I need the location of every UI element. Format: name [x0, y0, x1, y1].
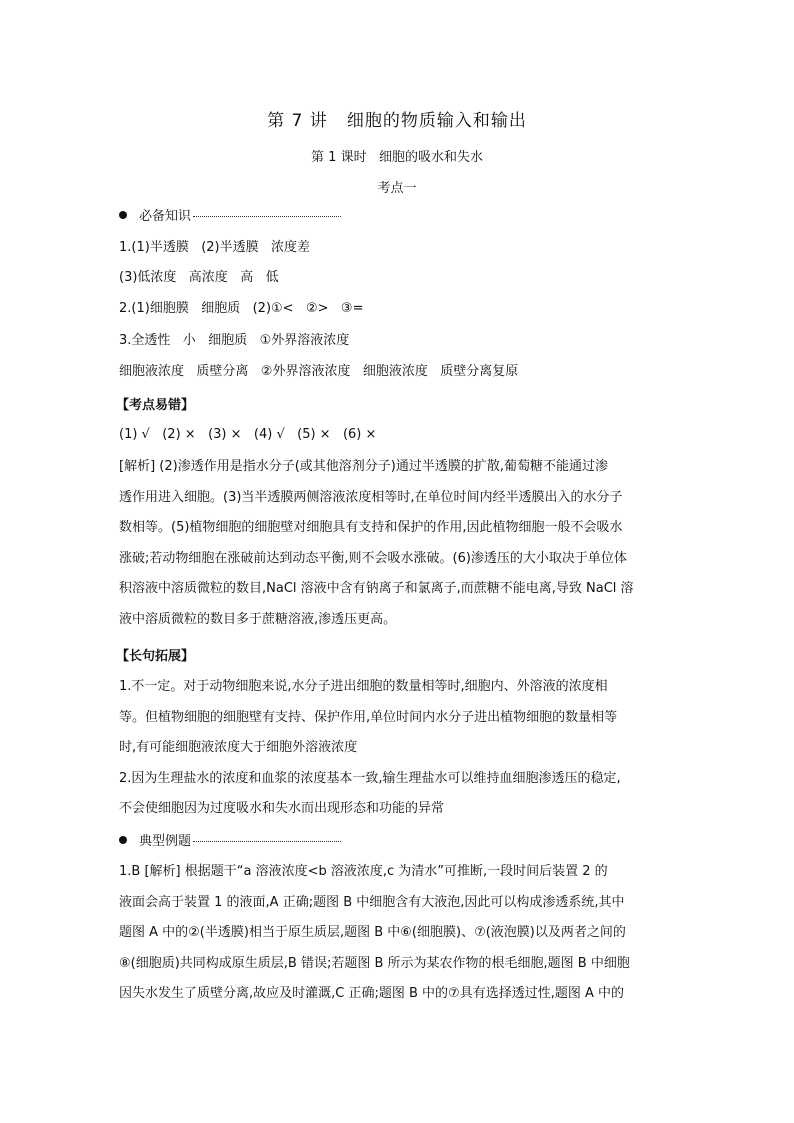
tuozhan-heading: 【长句拓展】	[116, 649, 195, 664]
tuozhan-line: 等。但植物细胞的细胞壁有支持、保护作用,单位时间内水分子进出植物细胞的数量相等	[119, 709, 618, 725]
liti-heading	[119, 830, 341, 849]
analysis-line: 透作用进入细胞。(3)当半透膜两侧溶液浓度相等时,在单位时间内经半透膜出入的水分子	[119, 489, 623, 505]
dotted-divider	[193, 841, 341, 842]
analysis-line: 涨破;若动物细胞在涨破前达到动态平衡,则不会吸水涨破。(6)渗透压的大小取决于单位体	[119, 550, 627, 566]
section-heading: 考点一	[377, 181, 417, 196]
yicuo-heading: 【考点易错】	[116, 398, 195, 413]
liti-line: ⑧(细胞质)共同构成原生质层,B 错误;若题图 B 所示为某农作物的根毛细胞,题图 B 中细胞	[119, 955, 630, 971]
analysis-line: 液中溶质微粒的数目多于蔗糖溶液,渗透压更高。	[119, 611, 397, 627]
analysis-line: [解析] (2)渗透作用是指水分子(或其他溶剂分子)通过半透膜的扩散,葡萄糖不能通过渗	[119, 459, 608, 474]
bixu-line: 2.(1)细胞膜 细胞质 (2)①< ②> ③=	[119, 301, 364, 316]
bixu-line: 1.(1)半透膜 (2)半透膜 浓度差	[119, 240, 311, 255]
tuozhan-body	[119, 672, 679, 825]
analysis-line: 数相等。(5)植物细胞的细胞壁对细胞具有支持和保护的作用,因此植物细胞一般不会吸水	[119, 520, 623, 535]
bullet-icon	[119, 211, 127, 219]
liti-line: 因失水发生了质壁分离,故应及时灌溉,C 正确;题图 B 中的⑦具有选择透过性,题图 A 中的	[119, 986, 624, 1001]
bullet-icon	[119, 836, 127, 844]
liti-body	[119, 857, 679, 1010]
liti-line: 1.B [解析] 根据题干“a 溶液浓度<b 溶液浓度,c 为清水”可推断,一段时间后装置 2 的	[119, 864, 608, 879]
bixu-line: 3.全透性 小 细胞质 ①外界溶液浓度	[119, 333, 350, 348]
bixu-line: 细胞液浓度 质壁分离 ②外界溶液浓度 细胞液浓度 质壁分离复原	[119, 364, 519, 379]
tuozhan-line: 不会使细胞因为过度吸水和失水而出现形态和功能的异常	[119, 801, 445, 816]
yicuo-analysis	[119, 452, 679, 635]
liti-line: 液面会高于装置 1 的液面,A 正确;题图 B 中细胞含有大液泡,因此可以构成渗透系统,其中	[119, 894, 625, 910]
tuozhan-line: 1.不一定。对于动物细胞来说,水分子进出细胞的数量相等时,细胞内、外溶液的浓度相	[119, 679, 608, 694]
yicuo-answers: (1) √ (2) × (3) × (4) √ (5) × (6) ×	[119, 427, 377, 442]
liti-line: 题图 A 中的②(半透膜)相当于原生质层,题图 B 中⑥(细胞膜)、⑦(液泡膜)以及两者之间的	[119, 925, 626, 940]
page-subtitle: 第 1 课时 细胞的吸水和失水	[311, 150, 483, 165]
dotted-divider	[193, 216, 341, 217]
tuozhan-line: 2.因为生理盐水的浓度和血浆的浓度基本一致,输生理盐水可以维持血细胞渗透压的稳定,	[119, 770, 621, 786]
bixu-line: (3)低浓度 高浓度 高 低	[119, 270, 279, 285]
tuozhan-line: 时,有可能细胞液浓度大于细胞外溶液浓度	[119, 740, 358, 755]
liti-heading-label: 典型例题	[139, 834, 192, 849]
page-title: 第 7 讲 细胞的物质输入和输出	[267, 111, 527, 131]
analysis-line: 积溶液中溶质微粒的数目,NaCl 溶液中含有钠离子和氯离子,而蔗糖不能电离,导致 NaCl 溶	[119, 581, 634, 596]
bixu-heading-label: 必备知识	[139, 209, 192, 224]
bixu-heading	[119, 205, 341, 224]
